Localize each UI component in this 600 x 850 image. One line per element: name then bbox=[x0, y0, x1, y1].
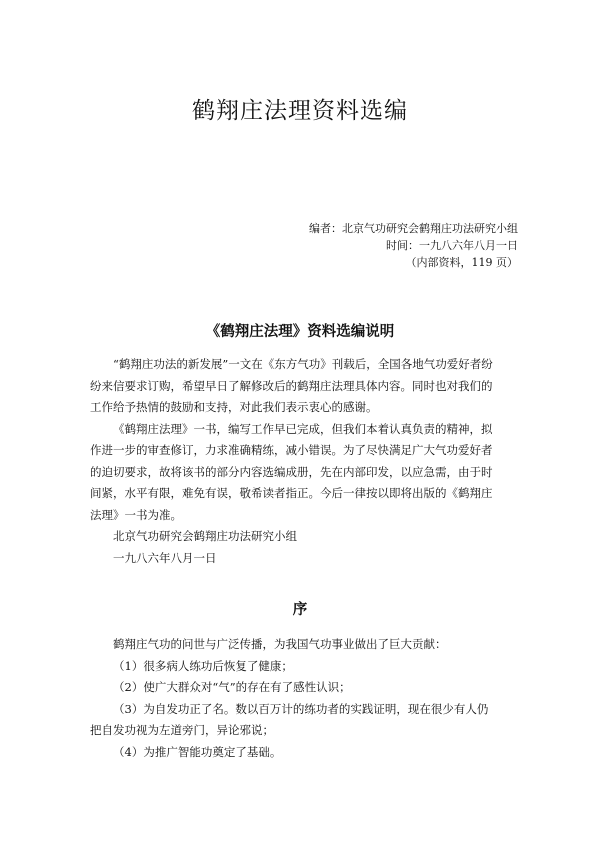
paragraph-line: 间紧，水平有限，难免有误，敬希读者指正。今后一律按以即将出版的《鹤翔庄 bbox=[90, 486, 493, 500]
preface-item: （2）使广大群众对“气”的存在有了感性认识； bbox=[113, 680, 351, 694]
paragraph-line: 工作给予热情的鼓励和支持，对此我们表示衷心的感谢。 bbox=[90, 400, 378, 414]
preface-body bbox=[90, 634, 510, 763]
meta-editor: 编者：北京气功研究会鹤翔庄功法研究小组 bbox=[309, 222, 518, 235]
preface-item: （3）为自发功正了名。数以百万计的练功者的实践证明，现在很少有人仍 bbox=[113, 701, 489, 716]
preface-item: （4）为推广智能功奠定了基础。 bbox=[113, 744, 282, 759]
preface-item: （1）很多病人练功后恢复了健康； bbox=[113, 658, 293, 673]
meta-date: 时间：一九八六年八月一日 bbox=[386, 239, 518, 252]
section-title-preface: 序 bbox=[292, 602, 308, 618]
paragraph-line: 的迫切要求，故将该书的部分内容选编成册，先在内部印发，以应急需，由于时 bbox=[90, 464, 493, 479]
signature-group: 北京气功研究会鹤翔庄功法研究小组 bbox=[113, 529, 297, 543]
meta-note: （内部资料，119 页） bbox=[405, 256, 518, 269]
explanation-body bbox=[90, 354, 510, 569]
signature-date: 一九八六年八月一日 bbox=[113, 550, 217, 565]
paragraph-line: “鹤翔庄功法的新发展”一文在《东方气功》刊载后，全国各地气功爱好者纷 bbox=[113, 357, 493, 371]
document-title: 鹤翔庄法理资料选编 bbox=[192, 98, 408, 124]
paragraph-line: 《鹤翔庄法理》一书，编写工作早已完成，但我们本着认真负责的精神，拟 bbox=[113, 421, 493, 436]
preface-intro: 鹤翔庄气功的问世与广泛传播，为我国气功事业做出了巨大贡献： bbox=[113, 637, 447, 651]
paragraph-line: 法理》一书为准。 bbox=[90, 507, 182, 522]
paragraph-line: 作进一步的审查修订，力求准确精练，减小错误。为了尽快满足广大气功爱好者 bbox=[90, 443, 493, 457]
paragraph-line: 纷来信要求订购，希望早日了解修改后的鹤翔庄法理具体内容。同时也对我们的 bbox=[90, 378, 493, 393]
document-meta bbox=[218, 220, 518, 271]
preface-item-continuation: 把自发功视为左道旁门，异论邪说； bbox=[90, 723, 274, 737]
section-title-explanation: 《鹤翔庄法理》资料选编说明 bbox=[205, 324, 395, 340]
